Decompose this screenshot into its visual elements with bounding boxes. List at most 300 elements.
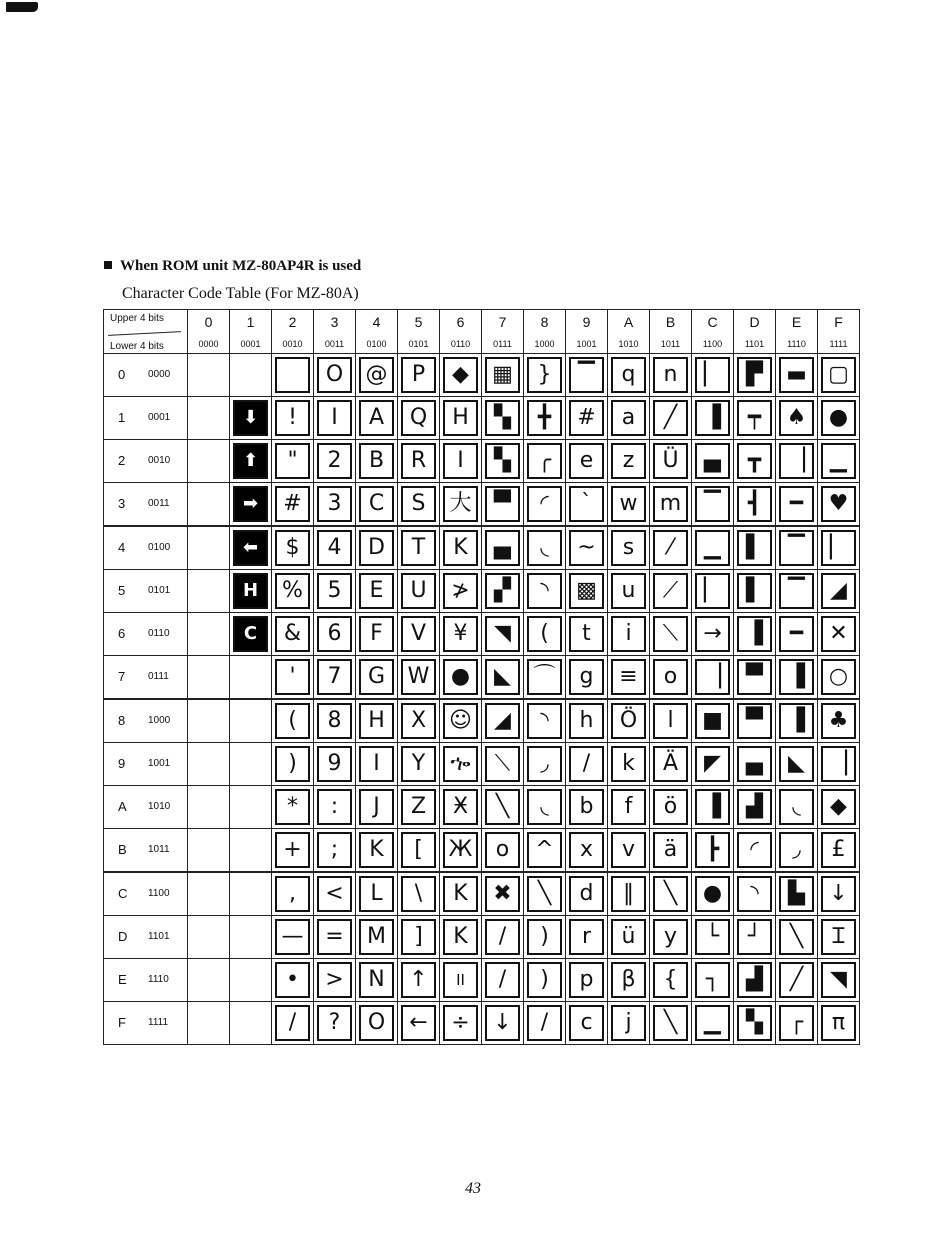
character-glyph: ⟍ [485, 746, 520, 782]
corner-diagonal-line [108, 331, 181, 336]
code-cell [230, 786, 272, 829]
character-glyph: M [359, 919, 394, 955]
code-cell [650, 440, 692, 483]
code-cell [692, 397, 734, 440]
character-glyph: / [527, 1005, 562, 1041]
code-cell [776, 786, 818, 829]
row-header-D [104, 916, 188, 959]
row-hex-label: C [118, 886, 128, 901]
code-cell [566, 483, 608, 527]
code-cell [314, 656, 356, 700]
character-glyph: r [569, 919, 604, 955]
code-cell [776, 440, 818, 483]
character-glyph: / [485, 962, 520, 998]
code-cell [566, 440, 608, 483]
code-cell [272, 786, 314, 829]
character-glyph: i [611, 616, 646, 652]
character-glyph: ◤ [695, 746, 730, 782]
character-glyph: 7 [317, 659, 352, 695]
character-glyph: ↑ [401, 962, 436, 998]
code-cell [230, 1002, 272, 1045]
row-hex-label: 0 [118, 367, 126, 382]
character-glyph: 5 [317, 573, 352, 609]
character-glyph: ▕ [779, 443, 814, 479]
character-glyph: ▁ [695, 530, 730, 566]
code-cell [608, 483, 650, 527]
code-cell [482, 656, 524, 700]
character-glyph: } [527, 357, 562, 393]
column-header-row [104, 310, 860, 354]
character-glyph: ◥ [821, 962, 856, 998]
character-glyph: H [359, 703, 394, 739]
code-cell [272, 354, 314, 397]
character-glyph: • [275, 962, 310, 998]
character-glyph: O [317, 357, 352, 393]
character-glyph: ' [275, 659, 310, 695]
character-glyph: ▟ [737, 789, 772, 825]
code-cell [776, 656, 818, 700]
code-cell [734, 526, 776, 570]
character-glyph: ▀ [485, 486, 520, 522]
character-glyph: ▐ [695, 789, 730, 825]
character-glyph: ▙ [779, 876, 814, 912]
character-glyph: z [611, 443, 646, 479]
row-header-9 [104, 743, 188, 786]
code-cell [482, 829, 524, 873]
character-glyph: ━ [779, 486, 814, 522]
code-cell [188, 872, 230, 916]
code-cell [188, 916, 230, 959]
code-cell [818, 440, 860, 483]
character-glyph: ┘ [737, 919, 772, 955]
code-cell [398, 483, 440, 527]
character-glyph: ▐ [779, 659, 814, 695]
code-cell [734, 354, 776, 397]
code-cell [692, 1002, 734, 1045]
code-cell [650, 656, 692, 700]
code-cell [356, 397, 398, 440]
character-glyph: ö [653, 789, 688, 825]
code-cell [650, 526, 692, 570]
code-cell [524, 743, 566, 786]
column-header-7 [482, 310, 524, 354]
code-cell [524, 829, 566, 873]
code-cell [692, 354, 734, 397]
code-cell [524, 1002, 566, 1045]
code-cell [482, 613, 524, 656]
column-binary-label: 1000 [534, 339, 555, 349]
code-cell [230, 656, 272, 700]
heading-text: When ROM unit MZ-80AP4R is used [120, 258, 362, 274]
table-corner-header [104, 310, 188, 354]
row-header-B [104, 829, 188, 873]
code-cell [440, 483, 482, 527]
character-glyph: ◝ [527, 703, 562, 739]
character-glyph: u [611, 573, 646, 609]
code-cell [188, 354, 230, 397]
code-cell [356, 570, 398, 613]
column-header-4 [356, 310, 398, 354]
code-cell [440, 1002, 482, 1045]
code-cell [734, 440, 776, 483]
character-glyph: ▀ [737, 659, 772, 695]
code-cell [650, 743, 692, 786]
code-cell [188, 959, 230, 1002]
character-glyph: B [359, 443, 394, 479]
column-header-C [692, 310, 734, 354]
column-header-1 [230, 310, 272, 354]
character-glyph: ▔ [695, 486, 730, 522]
character-glyph: ╲ [653, 1005, 688, 1041]
character-glyph: ▚ [485, 400, 520, 436]
code-cell [650, 570, 692, 613]
code-cell [734, 613, 776, 656]
character-glyph: k [611, 746, 646, 782]
code-cell [566, 570, 608, 613]
code-cell [608, 699, 650, 743]
character-glyph: ▄ [485, 530, 520, 566]
character-glyph: E [359, 573, 394, 609]
code-cell [734, 829, 776, 873]
code-cell [188, 397, 230, 440]
character-glyph: 6 [317, 616, 352, 652]
column-binary-label: 0100 [366, 339, 387, 349]
character-glyph: o [653, 659, 688, 695]
character-glyph: ¥ [443, 616, 478, 652]
code-cell [566, 916, 608, 959]
character-glyph: ◆ [443, 357, 478, 393]
character-glyph: Ӿ [443, 789, 478, 825]
code-cell [272, 916, 314, 959]
code-cell [818, 656, 860, 700]
character-glyph: £ [821, 832, 856, 868]
character-glyph: " [275, 443, 310, 479]
code-cell [356, 872, 398, 916]
table-row [104, 959, 860, 1002]
code-cell [734, 699, 776, 743]
character-glyph: 3 [317, 486, 352, 522]
code-cell [566, 786, 608, 829]
code-cell [734, 959, 776, 1002]
table-row [104, 613, 860, 656]
row-header-3 [104, 483, 188, 527]
code-cell [314, 397, 356, 440]
column-hex-label: F [834, 314, 843, 330]
code-cell [818, 570, 860, 613]
column-hex-label: E [791, 314, 802, 330]
character-glyph: ▬ [779, 357, 814, 393]
character-glyph: F [359, 616, 394, 652]
code-cell [314, 613, 356, 656]
character-glyph: T [401, 530, 436, 566]
row-hex-label: 9 [118, 756, 126, 771]
character-glyph: ◢ [485, 703, 520, 739]
code-cell [776, 570, 818, 613]
character-glyph [275, 357, 310, 393]
column-header-8 [524, 310, 566, 354]
code-cell [188, 786, 230, 829]
upper-bits-label: Upper 4 bits [110, 313, 164, 324]
character-glyph: y [653, 919, 688, 955]
character-glyph: a [611, 400, 646, 436]
code-cell [398, 526, 440, 570]
code-cell [314, 699, 356, 743]
code-cell [608, 354, 650, 397]
code-cell [608, 570, 650, 613]
code-cell [398, 743, 440, 786]
code-cell [230, 743, 272, 786]
code-cell [440, 743, 482, 786]
column-header-6 [440, 310, 482, 354]
code-cell [692, 699, 734, 743]
character-glyph: 8 [317, 703, 352, 739]
code-cell [398, 570, 440, 613]
character-glyph: ┳ [737, 443, 772, 479]
character-glyph: ⁄ [653, 530, 688, 566]
code-cell [272, 397, 314, 440]
character-glyph: ╋ [527, 400, 562, 436]
character-glyph: ♠ [779, 400, 814, 436]
character-glyph: O [359, 1005, 394, 1041]
row-binary-label: 1000 [148, 715, 171, 726]
character-glyph: ━ [779, 616, 814, 652]
code-cell [734, 786, 776, 829]
column-hex-label: 7 [498, 314, 507, 330]
character-glyph: ◣ [485, 659, 520, 695]
code-cell [314, 872, 356, 916]
character-glyph: ▔ [569, 357, 604, 393]
code-cell [650, 699, 692, 743]
table-row [104, 1002, 860, 1045]
character-glyph: / [569, 746, 604, 782]
row-binary-label: 1001 [148, 758, 171, 769]
character-glyph: ╭ [527, 443, 562, 479]
code-cell [272, 1002, 314, 1045]
table-row [104, 699, 860, 743]
row-binary-label: 1100 [148, 888, 170, 899]
code-cell [524, 570, 566, 613]
character-glyph: h [569, 703, 604, 739]
column-binary-label: 0000 [198, 339, 219, 349]
character-glyph: P [401, 357, 436, 393]
character-glyph: $ [275, 530, 310, 566]
row-hex-label: 7 [118, 669, 126, 684]
character-glyph: ┯ [737, 400, 772, 436]
code-cell [692, 829, 734, 873]
character-glyph: W [401, 659, 436, 695]
character-glyph: V [401, 616, 436, 652]
code-cell [524, 656, 566, 700]
row-hex-label: E [118, 972, 127, 987]
code-cell [566, 526, 608, 570]
character-glyph: % [275, 573, 310, 609]
code-cell [734, 570, 776, 613]
column-binary-label: 0001 [240, 339, 261, 349]
code-cell [818, 743, 860, 786]
code-cell [692, 613, 734, 656]
code-cell [524, 613, 566, 656]
table-row [104, 829, 860, 873]
code-cell [482, 440, 524, 483]
code-cell [566, 656, 608, 700]
code-cell [188, 483, 230, 527]
code-cell [398, 354, 440, 397]
character-glyph: K [443, 919, 478, 955]
lower-bits-label: Lower 4 bits [110, 341, 164, 352]
column-binary-label: 0101 [408, 339, 429, 349]
character-glyph: g [569, 659, 604, 695]
character-glyph: ▕ [821, 746, 856, 782]
code-cell [230, 829, 272, 873]
code-cell [230, 613, 272, 656]
character-glyph: π [821, 1005, 856, 1041]
character-glyph: ← [401, 1005, 436, 1041]
character-glyph: R [401, 443, 436, 479]
code-cell [230, 872, 272, 916]
character-glyph: # [275, 486, 310, 522]
code-cell [650, 397, 692, 440]
code-cell [398, 440, 440, 483]
table-row [104, 656, 860, 700]
table-row [104, 354, 860, 397]
character-glyph: ✕ [821, 616, 856, 652]
code-cell [440, 354, 482, 397]
character-glyph: ⌒ [527, 659, 562, 695]
character-glyph: [ [401, 832, 436, 868]
character-glyph: Ж [443, 832, 478, 868]
column-binary-label: 0011 [324, 339, 345, 349]
code-cell [188, 526, 230, 570]
code-cell [230, 526, 272, 570]
code-cell [188, 699, 230, 743]
table-row [104, 440, 860, 483]
code-cell [272, 959, 314, 1002]
code-cell [692, 743, 734, 786]
character-glyph: ◝ [737, 876, 772, 912]
code-cell [440, 397, 482, 440]
code-cell [482, 786, 524, 829]
code-cell [188, 743, 230, 786]
character-glyph: ▄ [695, 443, 730, 479]
character-glyph: ≡ [611, 659, 646, 695]
table-row [104, 743, 860, 786]
code-cell [650, 354, 692, 397]
character-glyph: ; [317, 832, 352, 868]
code-cell [692, 656, 734, 700]
character-glyph: ⟋ [653, 573, 688, 609]
code-cell [272, 872, 314, 916]
character-glyph: < [317, 876, 352, 912]
code-cell [608, 916, 650, 959]
code-cell [608, 1002, 650, 1045]
character-glyph: D [359, 530, 394, 566]
character-glyph: ▁ [821, 443, 856, 479]
character-glyph: ↓ [485, 1005, 520, 1041]
character-glyph: m [653, 486, 688, 522]
character-glyph: / [275, 1005, 310, 1041]
character-glyph: ) [527, 962, 562, 998]
code-cell [356, 354, 398, 397]
code-cell [356, 613, 398, 656]
code-cell [272, 483, 314, 527]
character-glyph: c [569, 1005, 604, 1041]
row-binary-label: 0110 [148, 628, 170, 639]
column-header-F [818, 310, 860, 354]
character-glyph: ◢ [821, 573, 856, 609]
column-header-5 [398, 310, 440, 354]
character-glyph: : [317, 789, 352, 825]
code-cell [356, 656, 398, 700]
bullet-icon [104, 261, 112, 269]
column-hex-label: B [665, 314, 676, 330]
character-glyph: ኈ [443, 746, 478, 782]
code-cell [356, 1002, 398, 1045]
code-cell [692, 440, 734, 483]
column-binary-label: 1001 [576, 339, 597, 349]
code-cell [524, 483, 566, 527]
code-cell [650, 829, 692, 873]
character-glyph: w [611, 486, 646, 522]
code-cell [356, 440, 398, 483]
character-glyph: ◟ [779, 789, 814, 825]
code-cell [692, 570, 734, 613]
code-cell [650, 872, 692, 916]
character-glyph: d [569, 876, 604, 912]
character-glyph: → [695, 616, 730, 652]
character-glyph: X [401, 703, 436, 739]
code-cell [440, 613, 482, 656]
code-cell [608, 959, 650, 1002]
code-cell [398, 872, 440, 916]
row-binary-label: 1111 [148, 1017, 169, 1028]
character-glyph: ➡ [233, 486, 268, 522]
character-glyph: ] [401, 919, 436, 955]
character-glyph: ╲ [779, 919, 814, 955]
character-glyph: ▚ [737, 1005, 772, 1041]
code-cell [356, 526, 398, 570]
column-header-0 [188, 310, 230, 354]
code-cell [566, 743, 608, 786]
code-cell [734, 916, 776, 959]
column-hex-label: 3 [330, 314, 339, 330]
character-glyph: ӀӀ [443, 962, 478, 998]
code-cell [398, 829, 440, 873]
row-hex-label: 8 [118, 713, 126, 728]
code-cell [566, 872, 608, 916]
character-glyph: ` [569, 486, 604, 522]
character-glyph: ▔ [779, 530, 814, 566]
character-glyph: β [611, 962, 646, 998]
character-glyph: = [317, 919, 352, 955]
table-row [104, 483, 860, 527]
code-cell [608, 872, 650, 916]
code-cell [650, 613, 692, 656]
code-cell [314, 916, 356, 959]
table-row [104, 786, 860, 829]
character-glyph: ▐ [695, 400, 730, 436]
character-glyph: Y [401, 746, 436, 782]
code-cell [482, 916, 524, 959]
character-glyph: ⟍ [653, 616, 688, 652]
character-glyph: ≯ [443, 573, 478, 609]
character-glyph: ◟ [527, 789, 562, 825]
row-header-8 [104, 699, 188, 743]
row-hex-label: 3 [118, 496, 126, 511]
code-cell [398, 699, 440, 743]
code-cell [398, 1002, 440, 1045]
table-row [104, 916, 860, 959]
code-cell [650, 959, 692, 1002]
